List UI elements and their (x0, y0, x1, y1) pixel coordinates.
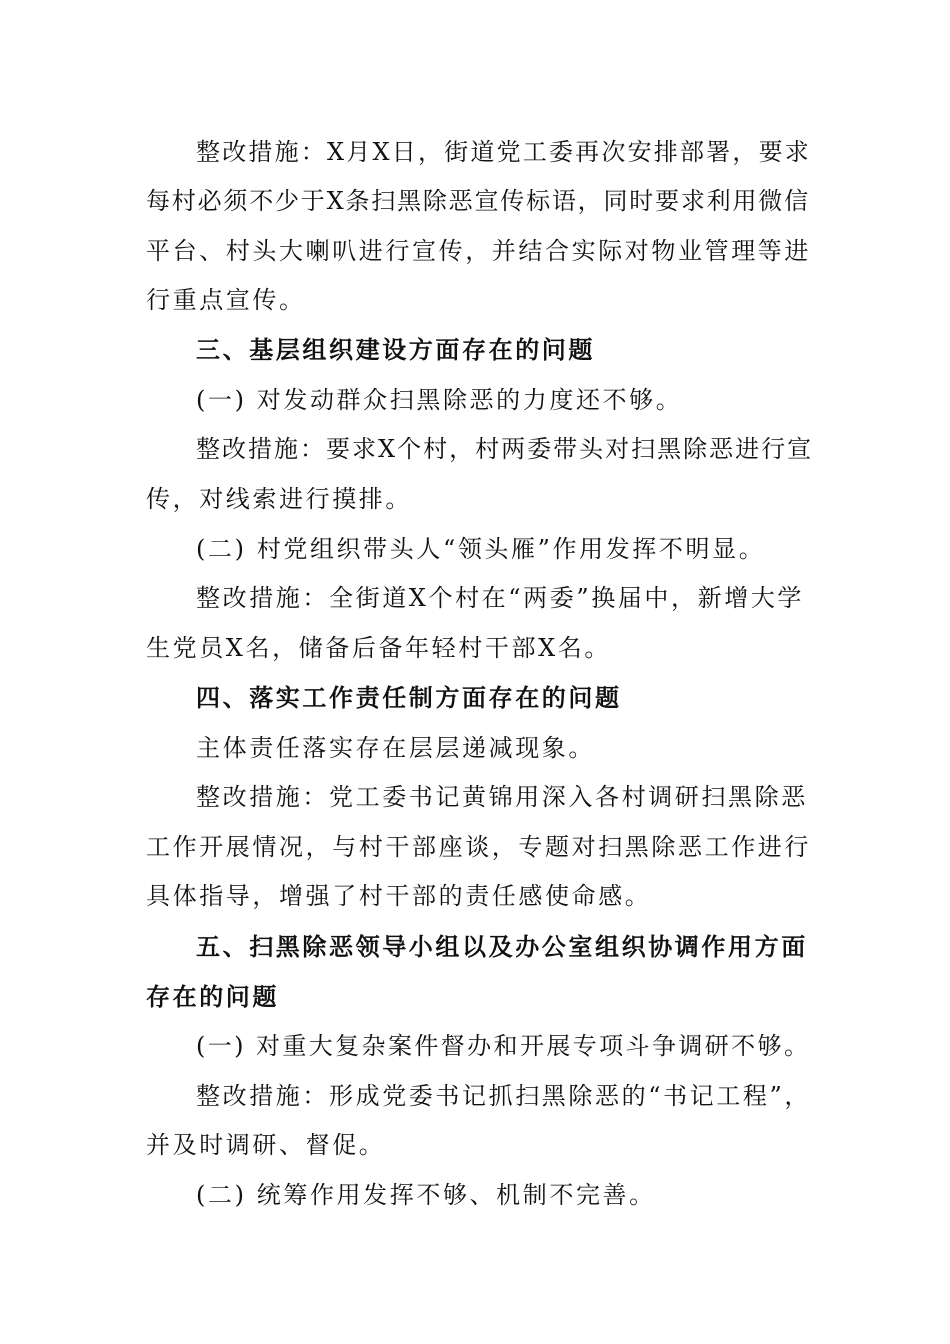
paragraph-line: 行重点宣传。 (146, 286, 306, 314)
paragraph-line: 生党员X名，储备后备年轻村干部X名。 (146, 634, 611, 662)
paragraph-line: 平台、村头大喇叭进行宣传，并结合实际对物业管理等进 (146, 237, 811, 265)
section-heading: 存在的问题 (146, 983, 279, 1011)
issue-item: (二) 村党组织带头人“领头雁”作用发挥不明显。 (196, 535, 766, 563)
paragraph-line: 整改措施：要求X个村，村两委带头对扫黑除恶进行宣 (196, 435, 814, 463)
paragraph-line: 整改措施：X月X日，街道党工委再次安排部署，要求 (196, 138, 811, 166)
section-heading: 五、扫黑除恶领导小组以及办公室组织协调作用方面 (196, 933, 808, 961)
paragraph-line: 具体指导，增强了村干部的责任感使命感。 (146, 882, 652, 910)
paragraph-line: 整改措施：全街道X个村在“两委”换届中，新增大学 (196, 584, 805, 612)
section-heading: 四、落实工作责任制方面存在的问题 (196, 684, 622, 712)
paragraph-line: 工作开展情况，与村干部座谈，专题对扫黑除恶工作进行 (146, 833, 811, 861)
issue-item: 主体责任落实存在层层递减现象。 (196, 734, 595, 762)
paragraph-line: 传，对线索进行摸排。 (146, 485, 412, 513)
paragraph-line: 每村必须不少于X条扫黑除恶宣传标语，同时要求利用微信 (146, 187, 810, 215)
issue-item: (一) 对重大复杂案件督办和开展专项斗争调研不够。 (196, 1032, 811, 1060)
issue-item: (二) 统筹作用发挥不够、机制不完善。 (196, 1181, 656, 1209)
paragraph-line: 并及时调研、督促。 (146, 1131, 386, 1159)
issue-item: (一) 对发动群众扫黑除恶的力度还不够。 (196, 386, 683, 414)
section-heading: 三、基层组织建设方面存在的问题 (196, 336, 595, 364)
paragraph-line: 整改措施：形成党委书记抓扫黑除恶的“书记工程”， (196, 1082, 811, 1110)
paragraph-line: 整改措施：党工委书记黄锦用深入各村调研扫黑除恶 (196, 783, 808, 811)
